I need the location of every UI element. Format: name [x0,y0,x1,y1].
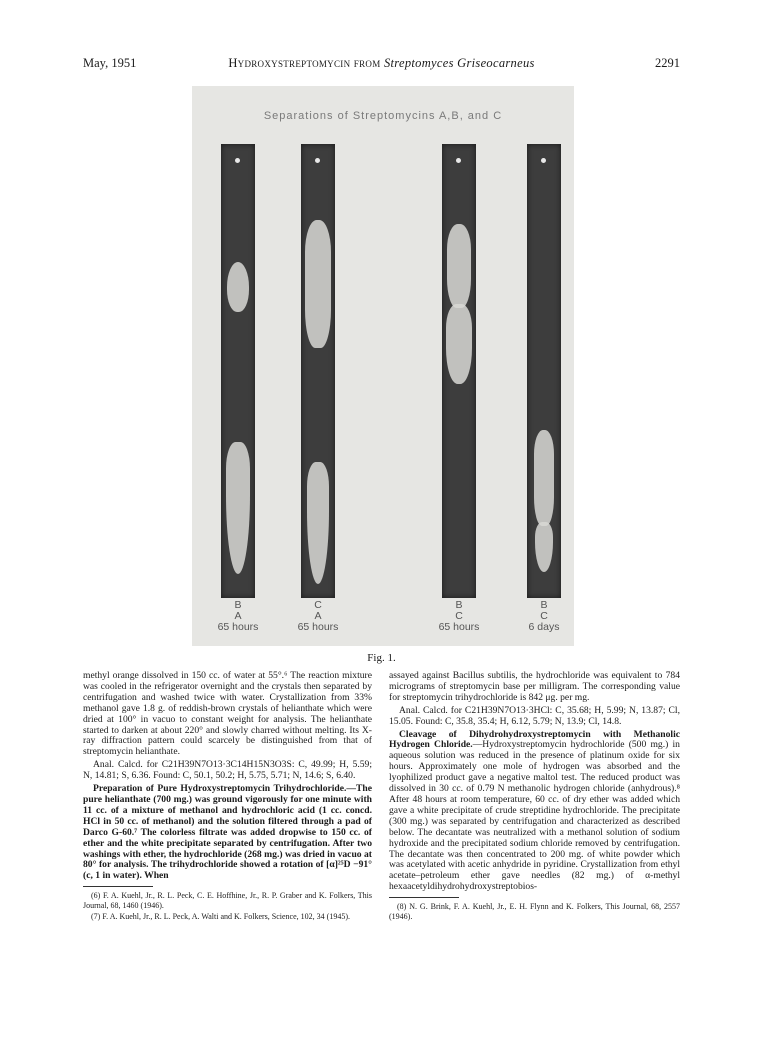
section-heading: Preparation of Pure Hydroxystreptomycin Trihydrochloride. [93,783,347,795]
footnote-rule [83,886,153,887]
origin-spot [235,158,240,163]
footnotes [389,902,680,921]
band-upper [447,224,471,308]
text-column-right [389,671,680,923]
origin-spot [315,158,320,163]
paper-strip-2 [301,144,335,598]
section-paragraph: Preparation of Pure Hydroxystreptomycin Trihydrochloride.—The pure helianthate (700 mg.) was ground vigorously for one minute with 11 cc. of a mixture of methanol and hydrochloric acid (1 cc. concd. HCl in 50 cc. of methanol) and the solution filtered through a pad of Darco G-60.⁷ The colorless filtrate was added dropwise to 150 cc. of ether and the white precipitate separated by centrifugation. After two washings with ether, the hydrochloride (268 mg.) was dried in vacuo at 80° for analysis. The trihydrochloride showed a rotation of [α]²⁵D −91° (c, 1 in water). When [83,783,372,882]
chromatogram-figure [192,86,574,646]
origin-spot [541,158,546,163]
paper-strip-3 [442,144,476,598]
footnote-8: (8) N. G. Brink, F. A. Kuehl, Jr., E. H. Flynn and K. Folkers, This Journal, 68, 2557 (1946). [389,902,680,921]
paragraph: assayed against Bacillus subtilis, the hydrochloride was equivalent to 784 micrograms of streptomycin base per milligram. The corresponding value for streptomycin trihydrochloride is 842 μg. per mg. [389,670,680,703]
header-title: Hydroxystreptomycin from Streptomyces Griseocarneus [228,56,535,70]
band-upper [227,262,249,312]
strip-4-label: B C 6 days [528,599,560,633]
footnote-7: (7) F. A. Kuehl, Jr., R. L. Peck, A. Walti and K. Folkers, Science, 102, 34 (1945). [91,912,350,922]
running-header [83,56,680,74]
header-date: May, 1951 [83,56,137,70]
band-lower [226,442,250,574]
paper-strip-1 [221,144,255,598]
figure-caption: Fig. 1. [367,652,396,664]
strip-1-label: B A 65 hours [217,599,259,633]
band-lower [535,522,553,572]
page-number: 2291 [655,56,680,70]
footnote-6: (6) F. A. Kuehl, Jr., R. L. Peck, C. E. Hoffhine, Jr., R. P. Graber and K. Folkers, This Journal, 68, 1460 (1946). [83,891,372,910]
band-upper [305,220,331,348]
analysis-paragraph: Anal. Calcd. for C21H39N7O13·3C14H15N3O3S: C, 49.99; H, 5.59; N, 14.81; S, 6.36. Found: C, 50.1, 50.2; H, 5.75, 5.71; N, 14.6; S, 6.40. [83,759,372,782]
analysis-paragraph: Anal. Calcd. for C21H39N7O13·3HCl: C, 35.68; H, 5.99; N, 13.87; Cl, 15.05. Found: C, 35.8, 35.4; H, 6.12, 5.79; N, 13.9; Cl, 14.8. [389,704,680,727]
figure-title: Separations of Streptomycins A,B, and C [263,110,503,122]
origin-spot [456,158,461,163]
section-paragraph: Cleavage of Dihydrohydroxystreptomycin with Methanolic Hydrogen Chloride.—Hydroxystreptomycin hydrochloride (500 mg.) in aqueous solution was reduced in the presence of platinum oxide for six hours. Approximately one mole of hydrogen was absorbed and the lyophilized product gave a negative maltol test. The reduced product was dissolved in 30 cc. of 0.79 N methanolic hydrogen chloride (anhydrous).⁸ After 48 hours at room temperature, 60 cc. of dry ether was added which gave a white precipitate of crude streptidine hydrochloride. The precipitate (300 mg.) was separated by centrifugation and characterized as described below. The decantate was neutralized with a methanol solution of sodium hydroxide and the precipitated sodium chloride removed by centrifugation. The decantate was then concentrated to 200 mg. of white powder which was acetylated with acetic anhydride in pyridine. Crystallization from ethyl acetate–petroleum ether gave needles (82 mg.) of α-methyl hexaacetyldihydrohydroxystreptobios- [389,728,680,893]
header-title-italic: Streptomyces Griseocarneus [383,56,535,70]
paragraph: methyl orange dissolved in 150 cc. of water at 55°.⁶ The reaction mixture was cooled in the refrigerator overnight and the crystals then separated by centrifugation and washed twice with water. Crystallization from 33% methanol gave 1.8 g. of reddish-brown crystals of helianthate which were dried at 100° in vacuo to constant weight for analysis. The helianthate started to darken at about 220° and slowly charred without melting. Its X-ray diffraction pattern could scarcely be distinguished from that of streptomycin helianthate. [83,670,372,758]
footnotes [83,891,372,922]
band-lower [307,462,329,584]
band-middle [446,304,472,384]
strip-2-label: C A 65 hours [297,599,339,633]
section-heading: Cleavage of Dihydrohydroxystreptomycin with Methanolic Hydrogen Chloride. [389,728,680,751]
footnote-rule [389,897,459,898]
text-column-left [83,671,372,924]
paper-strip-4 [527,144,561,598]
band-upper [534,430,554,526]
strip-3-label: B C 65 hours [438,599,480,633]
